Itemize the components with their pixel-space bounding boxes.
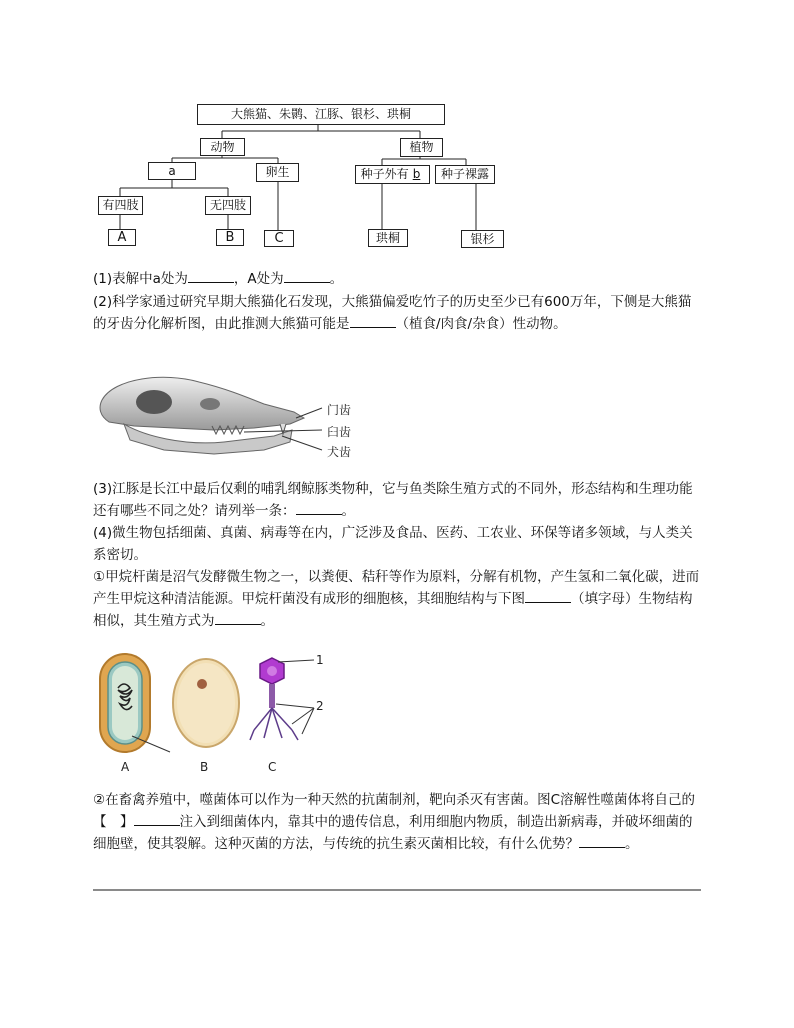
label-fig-C: C (268, 760, 277, 774)
question-2 (93, 291, 703, 335)
label-fig-B: B (200, 760, 209, 774)
question-4 (93, 522, 703, 566)
q4-1-blank-letter[interactable] (525, 588, 571, 603)
question-1 (93, 268, 703, 290)
label-incisor: 门齿 (327, 403, 352, 417)
tree-connectors (0, 0, 794, 260)
tree-B-box: B (216, 229, 244, 246)
bottom-divider (93, 889, 701, 891)
tree-gongtong-box: 珙桐 (368, 229, 408, 247)
q1-prefix: (1)表解中a处为 (93, 271, 188, 287)
tree-no-limbs-box: 无四肢 (205, 196, 251, 215)
q4-2-text: ②在畜禽养殖中，噬菌体可以作为一种天然的抗菌制剂，靶向杀灭有害菌。图C溶解性噬菌体将自己的【 】 (93, 792, 696, 830)
q4-1-text-mid: （填字母）生物结构相似，其生殖方式为 (93, 591, 693, 629)
q4-2-blank-advantage[interactable] (579, 833, 625, 848)
panda-skull-image (94, 370, 334, 470)
tree-seed-naked-box: 种子裸露 (435, 165, 495, 184)
tree-root-box: 大熊猫、朱鹮、江豚、银杉、珙桐 (197, 104, 445, 125)
q1-end: 。 (329, 271, 344, 287)
q3-text: (3)江豚是长江中最后仅剩的哺乳纲鲸豚类物种，它与鱼类除生殖方式的不同外，形态结构和生理功能还有哪些不同之处？请列举一条： (93, 481, 693, 519)
tree-egg-box: 卵生 (256, 163, 299, 182)
q4-2-text-mid: 注入到细菌体内，靠其中的遗传信息，利用细胞内物质，制造出新病毒，并破坏细菌的细胞壁，使其裂解。这种灭菌的方法，与传统的抗生素灭菌相比较，有什么优势？ (93, 814, 693, 852)
question-3 (93, 478, 703, 522)
q4-2-end: 。 (625, 836, 639, 852)
phage-C-image (250, 658, 314, 740)
q1-mid: ，A处为 (233, 271, 284, 287)
seed-covered-text: 种子外有 (360, 167, 409, 181)
tree-animal-box: 动物 (200, 138, 245, 156)
question-4-2 (93, 789, 703, 855)
label-part-2: 2 (316, 699, 324, 713)
q2-text: (2)科学家通过研究早期大熊猫化石发现，大熊猫偏爱吃竹子的历史至少已有600万年，下侧是大熊猫的牙齿分化解析图，由此推测大熊猫可能是 (93, 294, 692, 332)
seed-covered-b: b (412, 167, 421, 181)
q4-1-blank-reproduction[interactable] (215, 610, 261, 625)
label-canine: 犬齿 (327, 445, 352, 459)
q4-1-end: 。 (260, 613, 274, 629)
tree-yinshan-box: 银杉 (461, 230, 504, 248)
q4-1-text: ①甲烷杆菌是沼气发酵微生物之一，以粪便、秸秆等作为原料，分解有机物，产生氢和二氧化碳，进而产生甲烷这种清洁能源。甲烷杆菌没有成形的细胞核，其细胞结构与下图 (93, 569, 700, 607)
q4-2-blank-structure[interactable] (134, 811, 180, 826)
label-part-1: 1 (316, 653, 324, 667)
label-molar: 臼齿 (327, 425, 352, 439)
q3-end: 。 (341, 503, 355, 519)
microorganism-figures (92, 648, 342, 758)
q4-text: (4)微生物包括细菌、真菌、病毒等在内，广泛涉及食品、医药、工农业、环保等诸多领域，与人类关系密切。 (93, 525, 693, 563)
tree-a-box: a (148, 162, 196, 180)
tree-plant-box: 植物 (400, 138, 443, 157)
tree-four-limbs-box: 有四肢 (98, 196, 143, 215)
q3-blank[interactable] (296, 500, 342, 515)
tree-C-box: C (264, 230, 294, 247)
tree-A-box: A (108, 229, 136, 246)
bacterium-A-image (100, 654, 170, 752)
q2-text-end: （植食/肉食/杂食）性动物。 (395, 316, 567, 332)
label-fig-A: A (121, 760, 130, 774)
q1-blank-A[interactable] (284, 268, 330, 283)
q2-blank[interactable] (350, 313, 396, 328)
q1-blank-a[interactable] (188, 268, 234, 283)
yeast-B-image (173, 659, 239, 747)
question-4-1 (93, 566, 703, 632)
tree-seed-covered-box (355, 165, 430, 184)
